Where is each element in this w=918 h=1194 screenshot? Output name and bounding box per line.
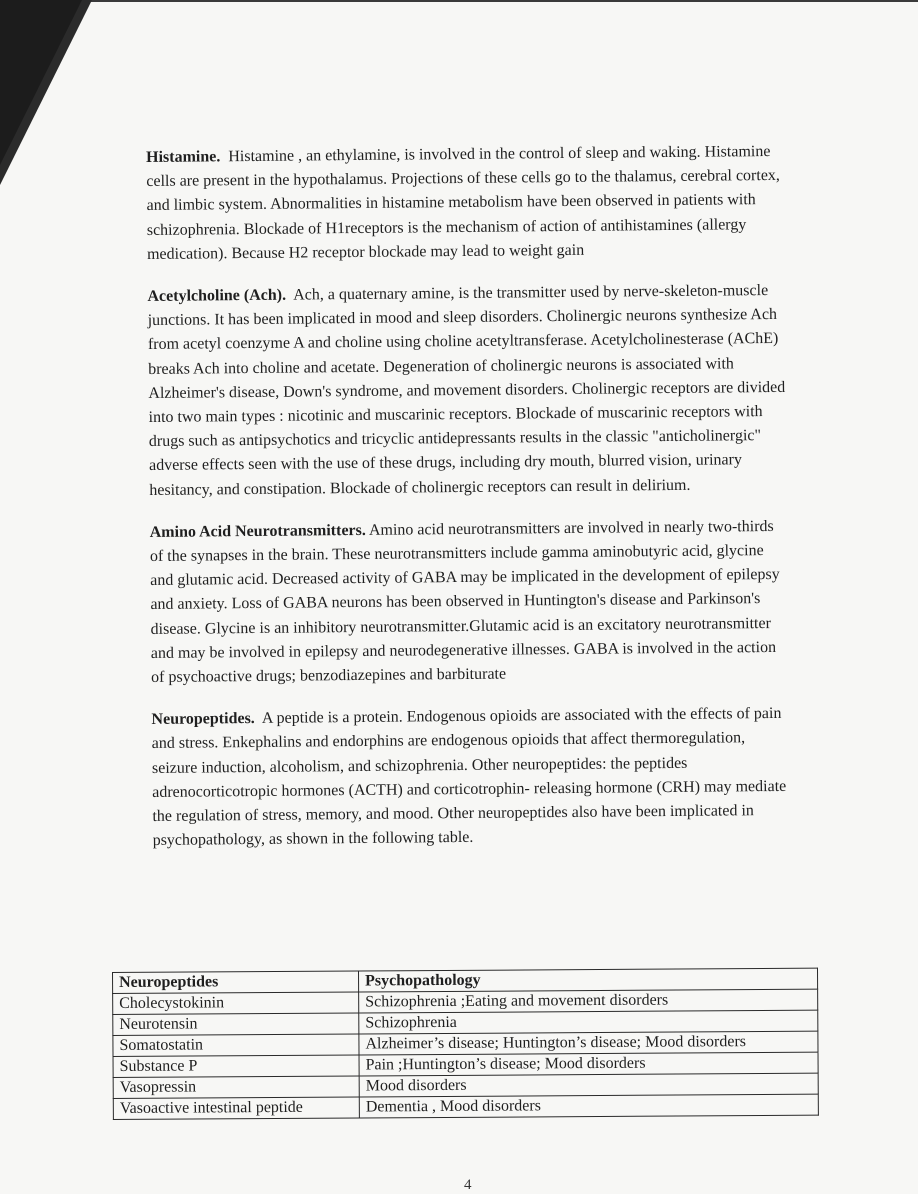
heading-histamine: Histamine. (146, 148, 221, 166)
psychopathology-cell: Schizophrenia ;Eating and movement disorders (359, 989, 818, 1013)
scan-corner-shadow (0, 0, 100, 185)
heading-neuropeptides: Neuropeptides. (151, 710, 255, 729)
neuropeptide-cell: Substance P (113, 1055, 359, 1078)
heading-acetylcholine: Acetylcholine (Ach). (147, 286, 287, 306)
psychopathology-cell: Alzheimer’s disease; Huntington’s disease; Mood disorders (359, 1031, 818, 1055)
psychopathology-cell: Mood disorders (359, 1073, 818, 1097)
paragraph-acetylcholine (147, 279, 789, 503)
neuropeptide-cell: Cholecystokinin (113, 992, 359, 1015)
paragraph-amino-acid (150, 515, 792, 691)
psychopathology-cell: Dementia , Mood disorders (359, 1094, 818, 1118)
table-row (113, 1094, 818, 1119)
text-neuropeptides: A peptide is a protein. Endogenous opioids are associated with the effects of pain and stress. Enkephalins and endorphins are endogenous opioids that affect thermoregulation, seizure induction, alcoholism, and schizophrenia. Other neuropeptides: the peptides adrenocorticotropic hormones (ACTH) and corticotrophin- releasing hormone (CRH) may mediate the regulation of stress, memory, and mood. Other neuropeptides also have been implicated in psychopathology, as shown in the following table. (151, 705, 787, 850)
neuropeptide-cell: Neurotensin (113, 1013, 359, 1036)
text-amino-acid: Amino acid neurotransmitters are involved in nearly two-thirds of the synapses in the brain. These neurotransmitters include gamma aminobutyric acid, glycine and glutamic acid. Decreased activity of GABA may be implicated in the development of epilepsy and anxiety. Loss of GABA neurons has been observed in Huntington's disease and Parkinson's disease. Glycine is an inhibitory neurotransmitter.Glutamic acid is an excitatory neurotransmitter and may be involved in epilepsy and neurodegenerative illnesses. GABA is involved in the action of psychoactive drugs; benzodiazepines and barbiturate (149, 517, 780, 687)
page-number: 4 (464, 1177, 472, 1193)
scan-top-edge (90, 0, 918, 2)
paragraph-neuropeptides (151, 702, 792, 853)
psychopathology-cell: Pain ;Huntington’s disease; Mood disorders (359, 1052, 818, 1076)
neuropeptide-table (112, 968, 819, 1120)
psychopathology-cell: Schizophrenia (359, 1010, 818, 1034)
neuropeptide-table-wrapper (112, 968, 819, 1120)
text-acetylcholine: Ach, a quaternary amine, is the transmitter used by nerve-skeleton-muscle junctions. It has been implicated in mood and sleep disorders. Cholinergic neurons synthesize Ach from acetyl coenzyme A and choline using choline acetyltransferase. Acetylcholinesterase (AChE) breaks Ach into choline and acetate. Degeneration of cholinergic neurons is associated with Alzheimer's disease, Down's syndrome, and movement disorders. Cholinergic receptors are divided into two main types : nicotinic and muscarinic receptors. Blockade of muscarinic receptors with drugs such as antipsychotics and tricyclic antidepressants results in the classic "anticholinergic" adverse effects seen with the use of these drugs, including dry mouth, blurred vision, urinary hesitancy, and constipation. Blockade of cholinergic receptors can result in delirium. (147, 282, 786, 499)
paragraph-histamine (146, 140, 787, 267)
neuropeptide-cell: Vasoactive intestinal peptide (113, 1097, 359, 1120)
neuropeptide-cell: Somatostatin (113, 1034, 359, 1057)
header-psychopathology: Psychopathology (358, 968, 817, 992)
document-body (146, 140, 793, 872)
neuropeptide-cell: Vasopressin (113, 1076, 359, 1099)
heading-amino-acid: Amino Acid Neurotransmitters. (149, 521, 366, 541)
header-neuropeptides: Neuropeptides (113, 971, 359, 994)
text-histamine: Histamine , an ethylamine, is involved in the control of sleep and waking. Histamine cells are present in the hypothalamus. Projections of these cells go to the thalamus, cerebral cortex, and limbic system. Abnormalities in histamine metabolism have been observed in patients with schizophrenia. Blockade of H1receptors is the mechanism of action of antihistamines (allergy medication). Because H2 receptor blockade may lead to weight gain (146, 143, 780, 263)
